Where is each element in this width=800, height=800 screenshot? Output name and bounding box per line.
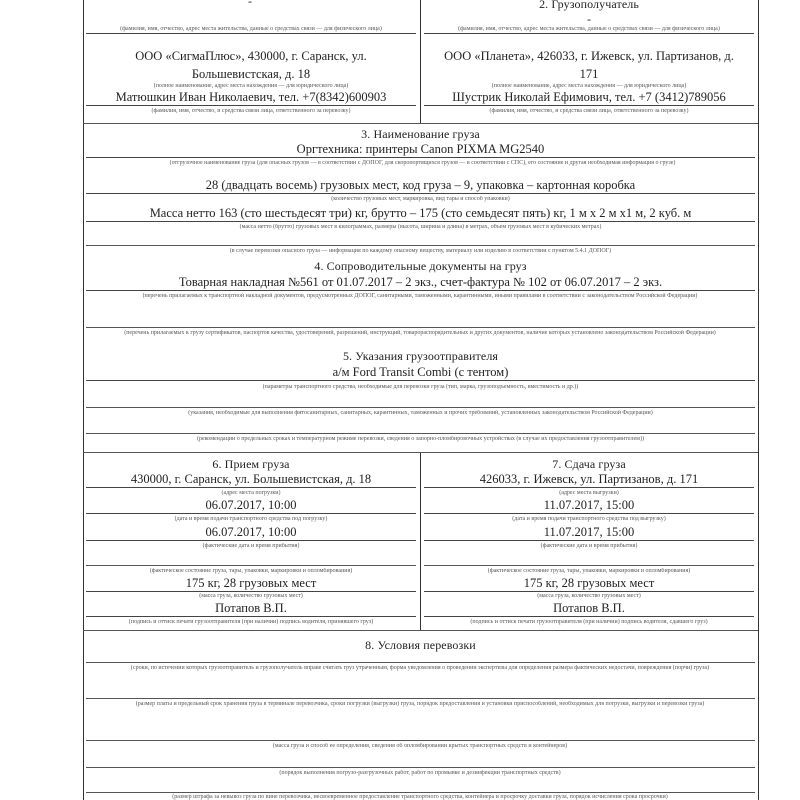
instructions-caption-procedures: (указания, необходимые для выполнения фитосанитарных, санитарных, карантинных, таможенных и прочих требований, установленных законодательством Российской Федерации)	[188, 410, 653, 416]
cargo-name: Оргтехника: принтеры Canon PIXMA MG2540	[86, 142, 755, 158]
receipt-caption-state: (фактическое состояние груза, тары, упаковки, маркировки и опломбирования)	[149, 568, 353, 574]
delivery-driver-signature: Потапов В.П.	[424, 601, 754, 617]
delivery-caption-address: (адрес места выгрузки)	[559, 490, 619, 496]
delivery-caption-mass: (масса груза, количество грузовых мест)	[537, 593, 641, 599]
consignee-caption-person: (фамилия, имя, отчество, адрес места жительства, данные о средствах связи — для физического лица)	[424, 26, 754, 34]
receipt-address: 430000, г. Саранск, ул. Большевистская, д. 18	[86, 472, 416, 488]
conditions-caption-3: (масса груза и способ ее определения, сведения об опломбировании крытых транспортных средств и контейнеров)	[272, 743, 568, 749]
docs-caption-certs: (перечень прилагаемых к грузу сертификатов, паспортов качества, удостоверений, разрешений, инструкций, товарораспорядительных и других документов, наличие которых установлено законодательством Российской Федерации)	[124, 330, 716, 336]
shipper-caption-contact: (фамилия, имя, отчество, и средства связи лица, ответственного за перевозку)	[151, 108, 351, 114]
cargo-caption-places: (количество грузовых мест, маркировка, вид тары и способ упаковки)	[331, 196, 510, 202]
conditions-caption-4: (порядок выполнения погрузо-разгрузочных работ, работ по промывке и дезинфекции транспортных средств)	[279, 770, 561, 776]
receipt-caption-address: (адрес места погрузки)	[221, 490, 281, 496]
delivery-state-line	[424, 565, 754, 566]
receipt-mass: 175 кг, 28 грузовых мест	[86, 576, 416, 592]
conditions-caption-2: (размер платы и предельный срок хранения груза в терминале перевозчика, сроки погрузки (выгрузки) груза, порядок предоставления и установки приспособлений, необходимых для погрузки, выгрузки и перевозки груза)	[135, 701, 705, 707]
receipt-title: 6. Прием груза	[212, 457, 290, 471]
separator-1	[83, 123, 758, 124]
shipper-name-line1: ООО «СигмаПлюс», 430000, г. Саранск, ул.	[135, 49, 367, 63]
consignee-title: 2. Грузополучатель	[539, 0, 639, 11]
conditions-caption-1: (сроки, по истечении которых грузоотправитель и грузополучатель вправе считать груз утраченным, форма уведомления о проведении экспертизы для определения размера фактических недостачи, повреждения (порчи) груза)	[130, 665, 710, 671]
receipt-driver-signature: Потапов В.П.	[86, 601, 416, 617]
consignee-name-line2: 171	[579, 67, 599, 81]
delivery-caption-state: (фактическое состояние груза, тары, упаковки, маркировки и опломбирования)	[487, 568, 691, 574]
instructions-value: а/м Ford Transit Combi (с тентом)	[86, 365, 755, 381]
cargo-dangerous-line	[86, 245, 755, 246]
instructions-caption-vehicle: (параметры транспортного средства, необходимые для перевозки груза (тип, марка, грузоподъемность, вместимость и др.))	[262, 384, 579, 390]
receipt-actual: 06.07.2017, 10:00	[86, 525, 416, 541]
instructions-caption-terms: (рекомендации о предельных сроках и температурном режиме перевозки, сведения о запорно-пломбировочных устройствах (в случае их предоставления грузоотправителем))	[197, 436, 644, 442]
shipper-name-line2: Большевистская, д. 18	[191, 67, 311, 81]
cargo-mass: Масса нетто 163 (сто шестьдесят три) кг, брутто – 175 (сто семьдесят пять) кг, 1 м х 2 м х1 м, 2 куб. м	[86, 206, 755, 222]
separator-3	[83, 630, 758, 631]
conditions-line-2	[86, 698, 755, 699]
shipper-caption-person: (фамилия, имя, отчество, адрес места жительства, данные о средствах связи — для физического лица)	[86, 26, 416, 34]
conditions-line-3	[86, 740, 755, 741]
consignee-caption-company: (полное наименование, адрес места нахождения — для юридического лица)	[491, 83, 687, 89]
conditions-line-1	[86, 662, 755, 663]
cargo-title: 3. Наименование груза	[361, 127, 480, 141]
receipt-caption-actual: (фактические дата и время прибытия)	[202, 543, 300, 549]
instructions-terms-line	[86, 433, 755, 434]
delivery-caption-actual: (фактические дата и время прибытия)	[540, 543, 638, 549]
docs-value: Товарная накладная №561 от 01.07.2017 – 2 экз., счет-фактура № 102 от 06.07.2017 – 2 экз.	[86, 275, 755, 291]
docs-certs-line	[86, 327, 755, 328]
delivery-mass: 175 кг, 28 грузовых мест	[424, 576, 754, 592]
conditions-line-4	[86, 767, 755, 768]
shipper-contact: Матюшкин Иван Николаевич, тел. +7(8342)600903	[86, 90, 416, 106]
docs-title: 4. Сопроводительные документы на груз	[314, 259, 527, 273]
receipt-caption-mass: (масса груза, количество грузовых мест)	[199, 593, 303, 599]
receipt-caption-planned: (дата и время подачи транспортного средства под погрузку)	[174, 516, 328, 522]
consignee-dash: -	[587, 12, 591, 26]
receipt-planned: 06.07.2017, 10:00	[86, 498, 416, 514]
left-border	[83, 0, 84, 800]
right-border	[758, 0, 759, 800]
consignee-contact: Шустрик Николай Ефимович, тел. +7 (3412)789056	[424, 90, 754, 106]
instructions-procedures-line	[86, 407, 755, 408]
divider-receipt	[420, 452, 421, 630]
separator-2	[83, 452, 758, 453]
cargo-caption-dangerous: (в случае перевозки опасного груза — информация по каждому опасному веществу, материалу или изделию в соответствии с пунктом 5.4.1 ДОПОГ)	[229, 248, 612, 254]
conditions-caption-5: (размер штрафа за невывоз груза по вине перевозчика, несвоевременное предоставление транспортного средства, контейнера и просрочку доставки груза, порядок исчисления срока просрочки)	[172, 794, 668, 800]
delivery-title: 7. Сдача груза	[552, 457, 626, 471]
shipper-caption-company: (полное наименование, адрес места нахождения — для юридического лица)	[153, 83, 349, 89]
consignee-caption-contact: (фамилия, имя, отчество, и средства связи лица, ответственного за перевозку)	[489, 108, 689, 114]
cargo-places: 28 (двадцать восемь) грузовых мест, код груза – 9, упаковка – картонная коробка	[86, 178, 755, 194]
delivery-address: 426033, г. Ижевск, ул. Партизанов, д. 171	[424, 472, 754, 488]
cargo-caption-mass: (масса нетто (брутто) грузовых мест в килограммах, размеры (высота, ширина и длина) в метрах, объем грузовых мест в кубических метрах)	[239, 224, 602, 230]
instructions-title: 5. Указания грузоотправителя	[342, 349, 499, 363]
delivery-caption-planned: (дата и время подачи транспортного средства под выгрузку)	[512, 516, 666, 522]
conditions-line-5	[86, 792, 755, 793]
delivery-caption-driver: (подпись и оттиск печати грузоотправителя (при наличии) подпись водителя, сдавшего груз)	[470, 619, 708, 625]
delivery-planned: 11.07.2017, 15:00	[424, 498, 754, 514]
delivery-actual: 11.07.2017, 15:00	[424, 525, 754, 541]
conditions-title: 8. Условия перевозки	[365, 638, 476, 652]
top-left-dash: -	[248, 0, 252, 8]
receipt-state-line	[86, 565, 416, 566]
docs-caption-list: (перечень прилагаемых к транспортной накладной документов, предусмотренных ДОПОГ, санитарными, таможенными, карантинными, иными правилами в соответствии с законодательством Российской Федерации)	[142, 293, 698, 299]
consignee-name-line1: ООО «Планета», 426033, г. Ижевск, ул. Партизанов, д.	[444, 49, 734, 63]
receipt-caption-driver: (подпись и оттиск печати грузоотправителя (при наличии) подпись водителя, принявшего груз)	[128, 619, 374, 625]
cargo-caption-name: (отгрузочное наименование груза (для опасных грузов — в соответствии с ДОПОГ, для скоропортящихся грузов — в соответствии с СПС), его состояние и другая необходимая информация о грузе)	[169, 160, 676, 166]
divider-top	[420, 0, 421, 123]
